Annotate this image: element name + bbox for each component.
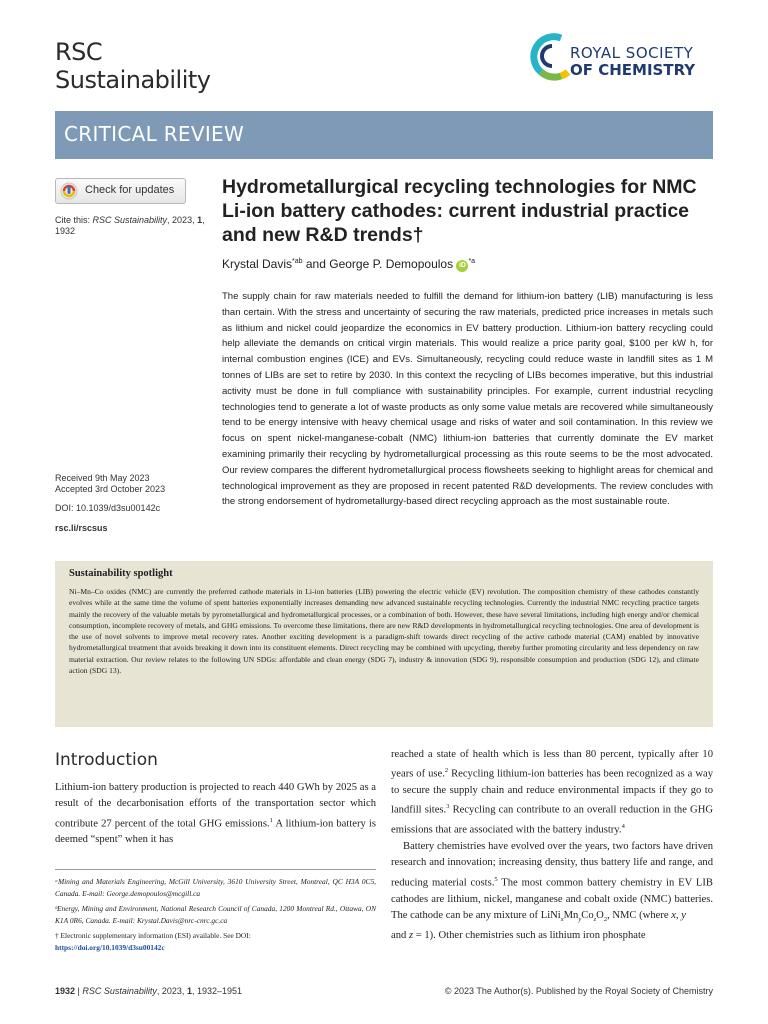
article-title: Hydrometallurgical recycling technologies for NMC Li-ion battery cathodes: current industrial practice and new R&D trends† [222,176,697,246]
article-dates [55,473,215,495]
journal-title-line2: Sustainability [55,66,211,94]
author-1[interactable]: Krystal Davis [222,257,293,271]
footnote-affiliation-b: ᵇEnergy, Mining and Environment, National Research Council of Canada, 1200 Montreal Rd., Ottawa, ON K1A 0R6, Canada. E-mail: Krystal.Davis@nrc-cnrc.gc.ca [55,904,376,925]
check-for-updates-label: Check for updates [85,184,175,196]
body-column-left [55,780,376,849]
paragraph-1 [391,747,713,839]
received-date: Received 9th May 2023 [55,473,150,483]
accepted-date: Accepted 3rd October 2023 [55,484,166,494]
paragraph-2-text-b: The most common battery chemistry in EV LIB cathodes are lithium, nickel, manganese and cobalt oxide (NMC) batteries. The cathode can be any mixture of [391,877,713,921]
journal-short-link[interactable]: rsc.li/rscsus [55,523,108,533]
paragraph-1-text-b: Recycling lithium-ion batteries has been recognized as a way to secure the supply chain and reduce environmental impacts if they go to landfill sites. [391,768,713,816]
esi-doi-link[interactable]: https://doi.org/10.1039/d3su00142c [55,942,165,952]
ref-2[interactable]: 2 [444,767,449,775]
ref-1[interactable]: 1 [269,816,273,824]
paragraph-1-text-c: Recycling can contribute to an overall reduction in the GHG emissions that are associated with the battery industry. [391,804,714,836]
abstract: The supply chain for raw materials needed to fulfill the demand for lithium-ion battery (LIB) manufacturing is less than certain. With the stress and uncertainty of securing the raw materials, predicted price increases in metals such as lithium and nickel could jeopardize the economics in EV battery production. Lithium-ion battery recycling could help alleviate the demands on critical virgin materials. This would realize a price parity goal, $100 per kW h, for internal combustion engines (ICE) and EVs. Simultaneously, recycling could reduce waste in landfill sites as 1 M tonnes of LIBs are set to retire by 2030. In this context the recycling of LIBs becomes imperative, but this industrial activity must be done in full compliance with sustainability principles. For example, current industrial recycling technologies tend to generate a lot of waste products as only some value metals are recovered while simultaneously tend to be energy intensive with heavy chemical usage and risks of water and soil contamination. In this review we focus on spent nickel-manganese-cobalt (NMC) lithium-ion batteries that currently dominate the EV market examining primarily their recycling by hydrometallurgical processing as this route seems to be the most advocated. Our review compares the different hydrometallurgical process flowsheets seeking to highlight areas for chemical and technological improvement as they are proposed in recent patented R&D developments. The review concludes with the strong endorsement of hydrometallurgy-based direct recycling approach as the most sustainable route. [222,291,713,508]
journal-title [55,38,255,94]
footer-pages: , 1932–1951 [191,986,243,996]
doi-link[interactable]: DOI: 10.1039/d3su00142c [55,503,161,513]
journal-title-line1: RSC [55,38,103,66]
publisher-logo[interactable] [528,32,718,88]
publisher-name-line2: OF CHEMISTRY [570,61,696,79]
paragraph-2-text-a: Battery chemistries have evolved over the years, two factors have driven research and innovation; increasing density, thus battery life and range, and reducing material costs. [391,841,713,889]
paragraph-1-text-a: reached a state of health which is less than 80 percent, typically after 10 years of use. [391,749,713,780]
cite-prefix: Cite this: [55,215,93,225]
copyright-notice: © 2023 The Author(s). Published by the Royal Society of Chemistry [444,986,713,996]
paragraph-2-text-c: , NMC (where [607,909,672,921]
paragraph-2: Battery chemistries have evolved over the years, two factors have driven research and innovation; increasing density, thus battery life and range, and reducing material costs.$^5$ The most common battery chemistry in EV LIB cathodes are lithium, nickel, manganese and cobalt oxide (NMC) batteries. The cathode can be any mixture of $LiNi_xMn_yCo_zO_2$, NMC (where x, y and z = 1). Other chemistries such as lithium iron phosphate [391,841,713,942]
author-separator: and [302,257,330,271]
sustainability-spotlight-box [55,561,713,727]
footnotes [55,876,376,957]
spotlight-body: Ni–Mn–Co oxides (NMC) are currently the preferred cathode materials in Li-ion batteries (LIB) powering the electric vehicle (EV) revolution. The composition chemistry of these cathodes constantly evolves while at the same time the volume of spent batteries exponentially increases demanding new advanced sustainable recycling technologies. Currently the industrial NMC recycling practice targets mainly the recovery of the valuable metals by pyrometallurgical and hydrometallurgical processes, or a combination of both. However, these have several limitations, including high energy and/or chemical consumption, incomplete recovery of metals, and GHG emissions. To overcome these limitations, there are new R&D developments in hydrometallurgical recycling technologies. One area of development is the use of novel solvents to improve metal recovery rates. Another exciting development is a paradigm-shift towards direct recycling of the active cathode material (CAM) enabled by innovative hydrometallurgical treatment that avoids breaking it down into its constituent elements. Direct recycling may be combined with upcycling, thereby further promoting circularity and less dependency on raw material extraction. Our review relates to the following UN SDGs: affordable and clean energy (SDG 7), industry & innovation (SDG 9), responsible consumption and production (SDG 12), and climate action (SDG 13). [69,587,699,676]
page-footer-left [55,986,242,996]
article-type-label: CRITICAL REVIEW [64,122,245,146]
author-2-affiliation: *a [468,258,476,265]
citation-info [55,215,215,237]
page-number: 1932 [55,986,76,996]
footer-volume: 1 [186,986,192,996]
cite-journal: RSC Sustainability [92,215,168,225]
cite-year: , 2023, [167,215,198,225]
check-updates-icon [60,182,78,200]
author-1-affiliation: *ab [292,258,303,265]
cite-volume: 1 [197,215,203,225]
ref-3[interactable]: 3 [446,803,450,811]
author-2[interactable]: George P. Demopoulos [329,257,454,271]
ref-5[interactable]: 5 [494,875,498,883]
spotlight-heading: Sustainability spotlight [69,568,173,579]
check-for-updates-button[interactable] [55,178,186,204]
body-column-right [391,747,713,945]
orcid-icon[interactable]: iD [456,260,468,272]
publisher-name-line1: ROYAL SOCIETY [570,44,694,62]
footnote-affiliation-a: ᵃMining and Materials Engineering, McGill University, 3610 University Street, Montreal, QC H3A 0C5, Canada. E-mail: George.demopoulos@mcgill.ca [55,877,376,898]
intro-text-tail: A lithium-ion battery is deemed “spent” when it has [55,818,376,846]
nmc-formula: $LiNi_xMn_yCo_zO_2$ [540,909,608,923]
footnote-divider [55,869,376,870]
intro-text: Lithium-ion battery production is projected to reach 440 GWh by 2025 as a result of the decarbonisation efforts of the transportation sector which contribute 27 percent of the total GHG emissions. [55,782,376,830]
article-type-banner [55,111,713,159]
paragraph-2-text-d: = 1). Other chemistries such as lithium iron phosphate [413,930,646,942]
author-list [222,257,702,272]
ref-4[interactable]: 4 [621,823,625,831]
footer-journal: RSC Sustainability [82,986,157,996]
cite-pages: , 1932 [55,215,205,236]
footnote-esi: † Electronic supplementary information (ESI) available. See DOI: [55,931,251,940]
footer-separator: | [75,986,83,996]
footer-year: , 2023, [156,986,187,996]
section-heading-introduction: Introduction [55,750,158,770]
